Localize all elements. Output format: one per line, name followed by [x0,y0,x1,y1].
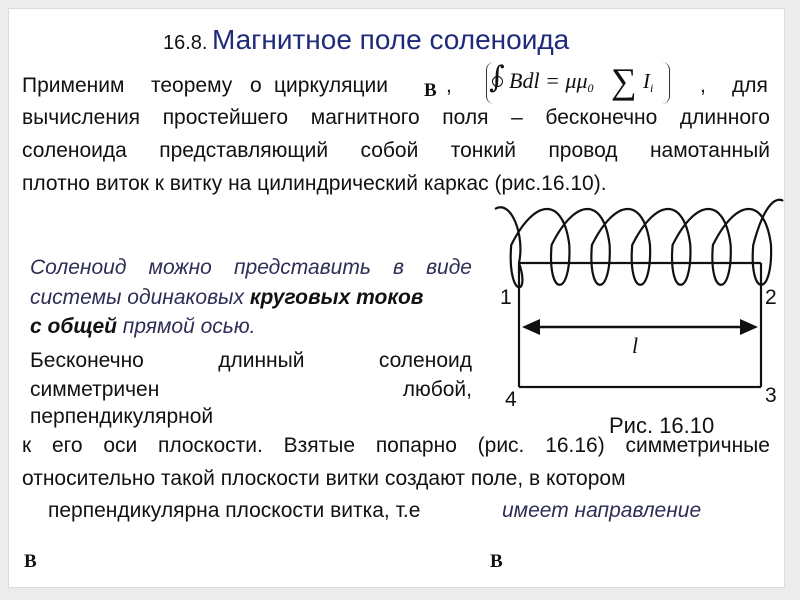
figure-caption: Рис. 16.10 [609,413,715,438]
intro-line2-word: длинного [679,106,770,129]
contour-circle-icon [492,76,503,87]
intro-line2-word: поля [442,106,489,129]
label-3: 3 [765,384,777,407]
intro-line2-word: вычисления [22,106,141,129]
intro-line3-word: собой [360,139,419,162]
para2-word: симметричные [625,434,770,457]
callout-word: представить [233,256,371,279]
integral-sign: ∫ [489,60,505,95]
callout-line-2 [30,286,423,310]
para2-word: длинный [218,349,305,372]
title-text: Магнитное поле соленоида [211,24,570,55]
label-4: 4 [505,388,517,411]
intro-comma-1: , [446,74,452,97]
callout-line-3 [30,315,255,339]
para2-word: соленоид [378,349,472,372]
intro-line2-word: простейшего [162,106,289,129]
intro-line2-word: бесконечно [545,106,658,129]
intro-word-2: теорему [151,74,233,97]
para2-word: 16.16) [545,434,605,457]
callout-word: можно [148,256,212,279]
formula-mu-sub: 0 [587,81,594,95]
callout-emphasis-2: с общей [30,315,117,338]
intro-line3-word: тонкий [450,139,517,162]
para2-word: попарно [375,434,457,457]
intro-line3-word: намотанный [649,139,770,162]
vector-b-left: B [24,551,37,572]
para2-word: (рис. [477,434,525,457]
formula-expression [509,68,593,96]
para2-line-3: перпендикулярной [30,405,214,428]
intro-line-4: плотно виток к витку на цилиндрический каркас (рис.16.10). [22,172,607,195]
intro-line3-word: соленоида [22,139,127,162]
length-label: l [632,333,639,358]
para2-line-2 [30,378,472,402]
callout-word: Соленоид [30,256,127,279]
para2-line-6b: имеет направление [502,499,702,522]
formula-main: Bdl = μμ [509,68,588,93]
intro-line2-word: – [511,106,523,129]
label-2: 2 [765,286,777,309]
callout-line-1 [30,256,472,280]
para2-word: Бесконечно [30,349,144,372]
intro-word-3: о [250,74,262,97]
formula-current [643,69,653,96]
intro-line3-word: представляющий [159,139,329,162]
callout-emphasis: круговых токов [249,286,424,309]
intro-word-4: циркуляции [274,74,389,97]
circulation-formula [486,62,670,104]
vector-b-right: B [490,551,503,572]
intro-word-5: для [732,74,768,97]
callout-text-2: прямой осью. [116,315,256,338]
intro-line-2 [22,106,770,130]
intro-line-3 [22,139,770,163]
vector-b-intro: B [424,80,437,101]
para2-word: плоскости. [158,434,263,457]
label-1: 1 [500,286,512,309]
para2-word: оси [103,434,138,457]
para2-word: к [22,434,32,457]
page-title [163,24,569,56]
para2-word: Взятые [283,434,356,457]
formula-current-sub: i [650,81,654,95]
para2-word: любой, [402,378,472,401]
para2-line-5: относительно такой плоскости витки создают поле, в котором [22,467,626,490]
title-number: 16.8. [163,32,208,54]
intro-word-1: Применим [22,74,125,97]
callout-word: виде [426,256,472,279]
intro-line3-word: провод [548,139,618,162]
formula-current-symbol: I [643,69,650,93]
sum-sign: ∑ [611,61,637,101]
para2-word: его [51,434,83,457]
callout-word: в [392,256,404,279]
para2-line-1 [30,349,472,373]
callout-text: системы одинаковых [30,286,250,309]
para2-word: симметричен [30,378,160,401]
intro-line2-word: магнитного [310,106,420,129]
para2-line-6a: перпендикулярна плоскости витка, т.е [48,499,421,522]
intro-comma-2: , [700,74,706,97]
